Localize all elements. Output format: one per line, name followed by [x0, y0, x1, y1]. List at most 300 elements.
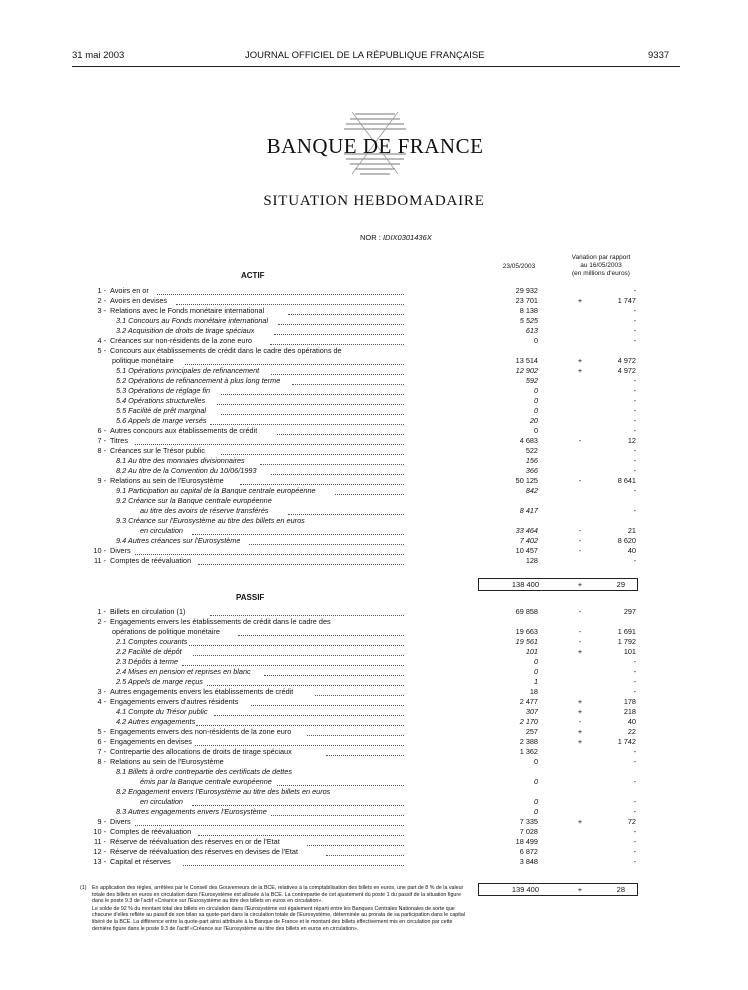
passif-row	[0, 777, 748, 787]
footnote-marker: (1)	[80, 885, 87, 891]
row-change-value: -	[633, 336, 636, 345]
banque-de-france-logo	[260, 108, 490, 188]
actif-row	[0, 416, 748, 426]
row-change-value: -	[633, 657, 636, 666]
leader-dots	[326, 854, 404, 856]
row-number: 1 -	[97, 286, 106, 295]
row-value: 23 701	[515, 296, 538, 305]
row-label: Relations au sein de l'Eurosystème	[110, 476, 224, 485]
row-value: 0	[533, 797, 538, 806]
row-label: 2.5 Appels de marge reçus	[116, 677, 203, 686]
row-value: 842	[525, 486, 538, 495]
row-value: 29 932	[515, 286, 538, 295]
leader-dots	[277, 433, 404, 435]
row-number: 11 -	[93, 556, 106, 565]
actif-row	[0, 386, 748, 396]
leader-dots	[260, 463, 404, 465]
row-label: Divers	[110, 546, 131, 555]
row-change-sign: -	[578, 637, 582, 646]
nor-reference	[360, 233, 432, 242]
row-value: 156	[525, 456, 538, 465]
row-label: opérations de politique monétaire	[112, 627, 220, 636]
row-label: Contrepartie des allocations de droits de tirage spéciaux	[110, 747, 292, 756]
row-number: 1 -	[97, 607, 106, 616]
row-change-sign: +	[577, 697, 583, 706]
actif-total-box	[478, 578, 638, 591]
row-value: 7 028	[519, 827, 538, 836]
row-change-value: -	[633, 847, 636, 856]
row-value: 366	[525, 466, 538, 475]
row-change-value: -	[633, 757, 636, 766]
row-label: Engagements envers les établissements de crédit dans le cadre des	[110, 617, 331, 626]
row-change-value: 22	[627, 727, 636, 736]
row-value: 0	[533, 667, 538, 676]
actif-row	[0, 356, 748, 366]
actif-total-value: 138 400	[511, 580, 539, 589]
row-value: 257	[525, 727, 538, 736]
passif-row	[0, 767, 748, 777]
leader-dots	[196, 724, 404, 726]
passif-row	[0, 677, 748, 687]
row-value: 10 457	[515, 546, 538, 555]
passif-total-sign: +	[577, 885, 583, 894]
actif-row	[0, 506, 748, 516]
row-change-sign: -	[578, 627, 582, 636]
row-number: 13 -	[93, 857, 106, 866]
row-change-value: -	[633, 396, 636, 405]
row-value: 12 902	[515, 366, 538, 375]
actif-row	[0, 456, 748, 466]
leader-dots	[185, 363, 404, 365]
row-change-value: -	[633, 456, 636, 465]
passif-row	[0, 747, 748, 757]
logo-text: BANQUE DE FRANCE	[266, 134, 484, 158]
row-label: Autres engagements envers les établissements de crédit	[110, 687, 294, 696]
row-number: 2 -	[97, 296, 106, 305]
row-change-value: -	[633, 777, 636, 786]
passif-total-value: 139 400	[511, 885, 539, 894]
leader-dots	[326, 754, 404, 756]
leader-dots	[221, 453, 404, 455]
row-label: Engagements envers des non-résidents de la zone euro	[110, 727, 292, 736]
leader-dots	[251, 704, 404, 706]
row-value: 0	[533, 757, 538, 766]
header-date: 31 mai 2003	[72, 50, 125, 61]
row-value: 50 125	[515, 476, 538, 485]
actif-total-sign: +	[577, 580, 583, 589]
leader-dots	[315, 694, 405, 696]
row-change-value: -	[633, 747, 636, 756]
actif-row	[0, 446, 748, 456]
row-label: 5.4 Opérations structurelles	[116, 396, 206, 405]
row-label: Réserve de réévaluation des réserves en or de l'Etat	[110, 837, 280, 846]
row-number: 7 -	[97, 747, 106, 756]
row-number: 6 -	[97, 737, 106, 746]
row-label: 8.2 Au titre de la Convention du 10/06/1993	[116, 466, 257, 475]
row-value: 0	[533, 336, 538, 345]
row-label: Comptes de réévaluation	[110, 556, 192, 565]
leader-dots	[221, 413, 404, 415]
row-change-value: -	[633, 426, 636, 435]
row-change-sign: -	[578, 546, 582, 555]
row-value: 2 477	[519, 697, 538, 706]
row-change-sign: +	[577, 356, 583, 365]
row-change-value: 4 972	[617, 356, 636, 365]
actif-heading: ACTIF	[241, 271, 265, 280]
leader-dots	[210, 423, 404, 425]
row-label: Concours aux établissements de crédit dans le cadre des opérations de	[110, 346, 342, 355]
passif-total-box	[478, 883, 638, 896]
row-label: 3.2 Acquisition de droits de tirage spéciaux	[116, 326, 255, 335]
passif-row	[0, 617, 748, 627]
row-number: 10 -	[93, 546, 106, 555]
row-change-value: 40	[627, 546, 636, 555]
leader-dots	[192, 804, 404, 806]
row-number: 8 -	[97, 757, 106, 766]
leader-dots	[271, 473, 404, 475]
passif-row	[0, 657, 748, 667]
row-value: 2 170	[519, 717, 538, 726]
row-label: émis par la Banque centrale européenne	[140, 777, 272, 786]
leader-dots	[264, 674, 404, 676]
row-label: en circulation	[140, 526, 183, 535]
row-value: 5 525	[519, 316, 538, 325]
leader-dots	[307, 844, 404, 846]
passif-row	[0, 647, 748, 657]
row-change-value: -	[633, 376, 636, 385]
leader-dots	[214, 714, 404, 716]
row-change-sign: +	[577, 707, 583, 716]
row-value: 6 872	[519, 847, 538, 856]
row-label: Capital et réserves	[110, 857, 171, 866]
row-label: Comptes de réévaluation	[110, 827, 192, 836]
row-change-value: 1 691	[617, 627, 636, 636]
row-change-value: 1 742	[617, 737, 636, 746]
row-label: 8.3 Autres engagements envers l'Eurosystème	[116, 807, 267, 816]
actif-row	[0, 346, 748, 356]
row-number: 7 -	[97, 436, 106, 445]
row-change-value: -	[633, 677, 636, 686]
row-label: 2.2 Facilité de dépôt	[116, 647, 182, 656]
row-change-value: 8 620	[617, 536, 636, 545]
leader-dots	[135, 553, 405, 555]
row-value: 0	[533, 807, 538, 816]
leader-dots	[278, 323, 404, 325]
leader-dots	[240, 483, 405, 485]
passif-total-change: 28	[616, 885, 625, 894]
row-change-value: -	[633, 386, 636, 395]
row-label: 3.1 Concours au Fonds monétaire international	[116, 316, 269, 325]
row-label: 4.1 Compte du Trésor public	[116, 707, 208, 716]
leader-dots	[307, 734, 404, 736]
actif-row	[0, 326, 748, 336]
row-value: 0	[533, 426, 538, 435]
row-label: 9.4 Autres créances sur l'Eurosystème	[116, 536, 241, 545]
passif-heading: PASSIF	[236, 593, 265, 602]
actif-row	[0, 546, 748, 556]
row-change-value: -	[633, 837, 636, 846]
row-change-sign: +	[577, 296, 583, 305]
row-change-value: -	[633, 486, 636, 495]
row-change-sign: -	[578, 607, 582, 616]
row-label: Divers	[110, 817, 131, 826]
footnote-paragraph-1: En application des règles, arrêtées par le Conseil des Gouverneurs de la BCE, relatives à la comptabilisation des billets en euros, une part de 8 % de la valeur totale des billets en euros en circulation dans l'Eurosystème est allouée à la BCE. La contrepartie de cet ajustement du poste 1 du passif de la situation figure dans le poste 9.3 de l'actif «Créance sur l'Eurosystème au titre des billets en euros en circulation».	[92, 885, 464, 905]
row-change-sign: +	[577, 817, 583, 826]
row-value: 0	[533, 406, 538, 415]
row-number: 9 -	[97, 817, 106, 826]
nor-label: NOR :	[360, 233, 381, 242]
row-number: 5 -	[97, 346, 106, 355]
leader-dots	[288, 513, 404, 515]
row-value: 592	[525, 376, 538, 385]
passif-row	[0, 627, 748, 637]
actif-row	[0, 496, 748, 506]
row-change-value: -	[633, 556, 636, 565]
row-change-value: 1 792	[617, 637, 636, 646]
row-label: Billets en circulation (1)	[110, 607, 186, 616]
row-change-value: -	[633, 286, 636, 295]
passif-row	[0, 727, 748, 737]
row-value: 33 464	[515, 526, 538, 535]
row-label: politique monétaire	[112, 356, 174, 365]
row-change-value: -	[633, 667, 636, 676]
row-value: 522	[525, 446, 538, 455]
row-change-sign: +	[577, 366, 583, 375]
row-value: 18 499	[515, 837, 538, 846]
variation-header-line-3: (en millions d'euros)	[572, 270, 630, 277]
row-label: 5.3 Opérations de réglage fin	[116, 386, 211, 395]
row-change-value: -	[633, 326, 636, 335]
leader-dots	[271, 814, 404, 816]
row-label: 2.3 Dépôts à terme	[116, 657, 179, 666]
row-value: 128	[525, 556, 538, 565]
passif-row	[0, 607, 748, 617]
row-change-value: 8 641	[617, 476, 636, 485]
row-value: 3 848	[519, 857, 538, 866]
row-value: 0	[533, 657, 538, 666]
leader-dots	[335, 493, 404, 495]
row-number: 4 -	[97, 336, 106, 345]
row-number: 5 -	[97, 727, 106, 736]
actif-row	[0, 296, 748, 306]
row-label: 5.2 Opérations de refinancement à plus long terme	[116, 376, 281, 385]
actif-row	[0, 556, 748, 566]
actif-row	[0, 516, 748, 526]
footnote-paragraph-2: Le solde de 92 % du montant total des billets en circulation dans l'Eurosystème est également réparti entre les Banques Centrales Nationales de sorte que chacune d'elles reflète au passif de son bilan sa quote-part dans la circulation totale de l'Eurosystème, déterminée au prorata de sa participation dans le capital libéré de la BCE. La différence entre la quote-part ainsi attribuée à la Banque de France et le montant des billets effectivement mis en circulation par cette dernière figure dans le poste 9.3 de l'actif «Créance sur l'Eurosystème au titre des billets en euros en circulation».	[92, 905, 466, 932]
passif-row	[0, 697, 748, 707]
leader-dots	[274, 333, 404, 335]
actif-row	[0, 376, 748, 386]
passif-row	[0, 797, 748, 807]
leader-dots	[189, 644, 404, 646]
leader-dots	[271, 373, 404, 375]
row-value: 8 138	[519, 306, 538, 315]
row-label: 5.6 Appels de marge versés	[116, 416, 207, 425]
leader-dots	[270, 343, 405, 345]
row-value: 7 402	[519, 536, 538, 545]
leader-dots	[249, 543, 404, 545]
variation-column-header	[556, 254, 646, 278]
row-label: Créances sur non-résidents de la zone euro	[110, 336, 252, 345]
row-change-value: -	[633, 406, 636, 415]
row-label: Réserve de réévaluation des réserves en devises de l'Etat	[110, 847, 298, 856]
passif-row	[0, 667, 748, 677]
leader-dots	[207, 684, 404, 686]
row-change-value: 218	[623, 707, 636, 716]
row-label: au titre des avoirs de réserve transférés	[140, 506, 269, 515]
actif-row	[0, 336, 748, 346]
row-value: 0	[533, 386, 538, 395]
page-title: SITUATION HEBDOMADAIRE	[263, 193, 485, 209]
row-value: 4 683	[519, 436, 538, 445]
row-label: 9.1 Participation au capital de la Banque centrale européenne	[116, 486, 316, 495]
leader-dots	[198, 563, 404, 565]
row-label: 2.1 Comptes courants	[116, 637, 188, 646]
row-label: Titres	[110, 436, 128, 445]
actif-row	[0, 476, 748, 486]
row-change-value: 101	[623, 647, 636, 656]
row-value: 101	[525, 647, 538, 656]
row-number: 6 -	[97, 426, 106, 435]
row-change-value: -	[633, 446, 636, 455]
row-change-value: -	[633, 466, 636, 475]
row-value: 1	[533, 677, 538, 686]
actif-row	[0, 396, 748, 406]
variation-header-line-1: Variation par rapport	[571, 254, 631, 261]
row-change-value: 4 972	[617, 366, 636, 375]
row-number: 10 -	[93, 827, 106, 836]
row-label: Engagements en devises	[110, 737, 192, 746]
passif-row	[0, 847, 748, 857]
row-label: Avoirs en or	[110, 286, 149, 295]
row-label: 9.3 Créance sur l'Eurosystème au titre des billets en euros	[116, 516, 305, 525]
row-value: 1 362	[519, 747, 538, 756]
passif-row	[0, 757, 748, 767]
row-value: 0	[533, 396, 538, 405]
actif-row	[0, 306, 748, 316]
row-label: 8.1 Au titre des monnaies divisionnaires	[116, 456, 245, 465]
leader-dots	[210, 614, 405, 616]
row-number: 8 -	[97, 446, 106, 455]
actif-total-change: 29	[616, 580, 625, 589]
row-number: 11 -	[93, 837, 106, 846]
row-value: 20	[529, 416, 538, 425]
passif-row	[0, 807, 748, 817]
row-label: 2.4 Mises en pension et reprises en blanc	[116, 667, 251, 676]
row-change-value: -	[633, 506, 636, 515]
actif-row	[0, 426, 748, 436]
row-label: 8.1 Billets à ordre contrepartie des certificats de dettes	[116, 767, 293, 776]
leader-dots	[182, 664, 404, 666]
passif-row	[0, 827, 748, 837]
row-value: 13 514	[515, 356, 538, 365]
passif-row	[0, 817, 748, 827]
variation-header-line-2: au 16/05/2003	[580, 262, 622, 269]
row-change-value: 40	[627, 717, 636, 726]
actif-row	[0, 536, 748, 546]
actif-row	[0, 406, 748, 416]
row-value: 7 335	[519, 817, 538, 826]
actif-row	[0, 466, 748, 476]
row-number: 9 -	[97, 476, 106, 485]
row-change-value: -	[633, 857, 636, 866]
row-change-sign: -	[578, 536, 582, 545]
row-change-value: 297	[623, 607, 636, 616]
row-label: Relations au sein de l'Eurosystème	[110, 757, 224, 766]
footnote	[80, 885, 472, 933]
row-change-value: 12	[627, 436, 636, 445]
passif-row	[0, 787, 748, 797]
row-value: 19 561	[515, 637, 538, 646]
leader-dots	[192, 533, 404, 535]
passif-row	[0, 857, 748, 867]
nor-value: IDIX0301436X	[382, 233, 432, 242]
row-change-sign: -	[578, 436, 582, 445]
header-rule	[72, 66, 680, 67]
leader-dots	[183, 864, 404, 866]
row-change-value: -	[633, 797, 636, 806]
row-change-value: -	[633, 827, 636, 836]
actif-row	[0, 526, 748, 536]
passif-row	[0, 687, 748, 697]
leader-dots	[217, 403, 404, 405]
passif-row	[0, 637, 748, 647]
row-label: 4.2 Autres engagements	[116, 717, 196, 726]
row-change-value: 1 747	[617, 296, 636, 305]
passif-row	[0, 717, 748, 727]
row-change-sign: +	[577, 737, 583, 746]
leader-dots	[195, 744, 405, 746]
row-change-sign: -	[578, 476, 582, 485]
actif-row	[0, 486, 748, 496]
passif-row	[0, 837, 748, 847]
leader-dots	[198, 834, 404, 836]
actif-row	[0, 316, 748, 326]
row-value: 19 663	[515, 627, 538, 636]
row-number: 4 -	[97, 697, 106, 706]
leader-dots	[292, 383, 404, 385]
row-change-value: -	[633, 316, 636, 325]
leader-dots	[157, 293, 404, 295]
row-label: Autres concours aux établissements de crédit	[110, 426, 258, 435]
row-label: Relations avec le Fonds monétaire international	[110, 306, 265, 315]
row-number: 2 -	[97, 617, 106, 626]
row-change-value: 72	[627, 817, 636, 826]
leader-dots	[277, 784, 404, 786]
row-label: en circulation	[140, 797, 183, 806]
row-label: 5.1 Opérations principales de refinancement	[116, 366, 260, 375]
row-label: Avoirs en devises	[110, 296, 168, 305]
actif-row	[0, 286, 748, 296]
row-change-value: -	[633, 807, 636, 816]
row-label: 8.2 Engagement envers l'Eurosystème au titre des billets en euros	[116, 787, 331, 796]
row-label: Créances sur le Trésor public	[110, 446, 205, 455]
leader-dots	[288, 313, 404, 315]
header-journal-title: JOURNAL OFFICIEL DE LA RÉPUBLIQUE FRANÇAISE	[245, 50, 485, 61]
row-change-value: 178	[623, 697, 636, 706]
row-change-sign: -	[578, 526, 582, 535]
leader-dots	[135, 824, 405, 826]
passif-row	[0, 737, 748, 747]
row-value: 0	[533, 777, 538, 786]
actif-row	[0, 436, 748, 446]
leader-dots	[193, 654, 404, 656]
leader-dots	[176, 303, 404, 305]
row-number: 3 -	[97, 306, 106, 315]
row-change-value: -	[633, 306, 636, 315]
row-value: 613	[525, 326, 538, 335]
row-number: 12 -	[93, 847, 106, 856]
